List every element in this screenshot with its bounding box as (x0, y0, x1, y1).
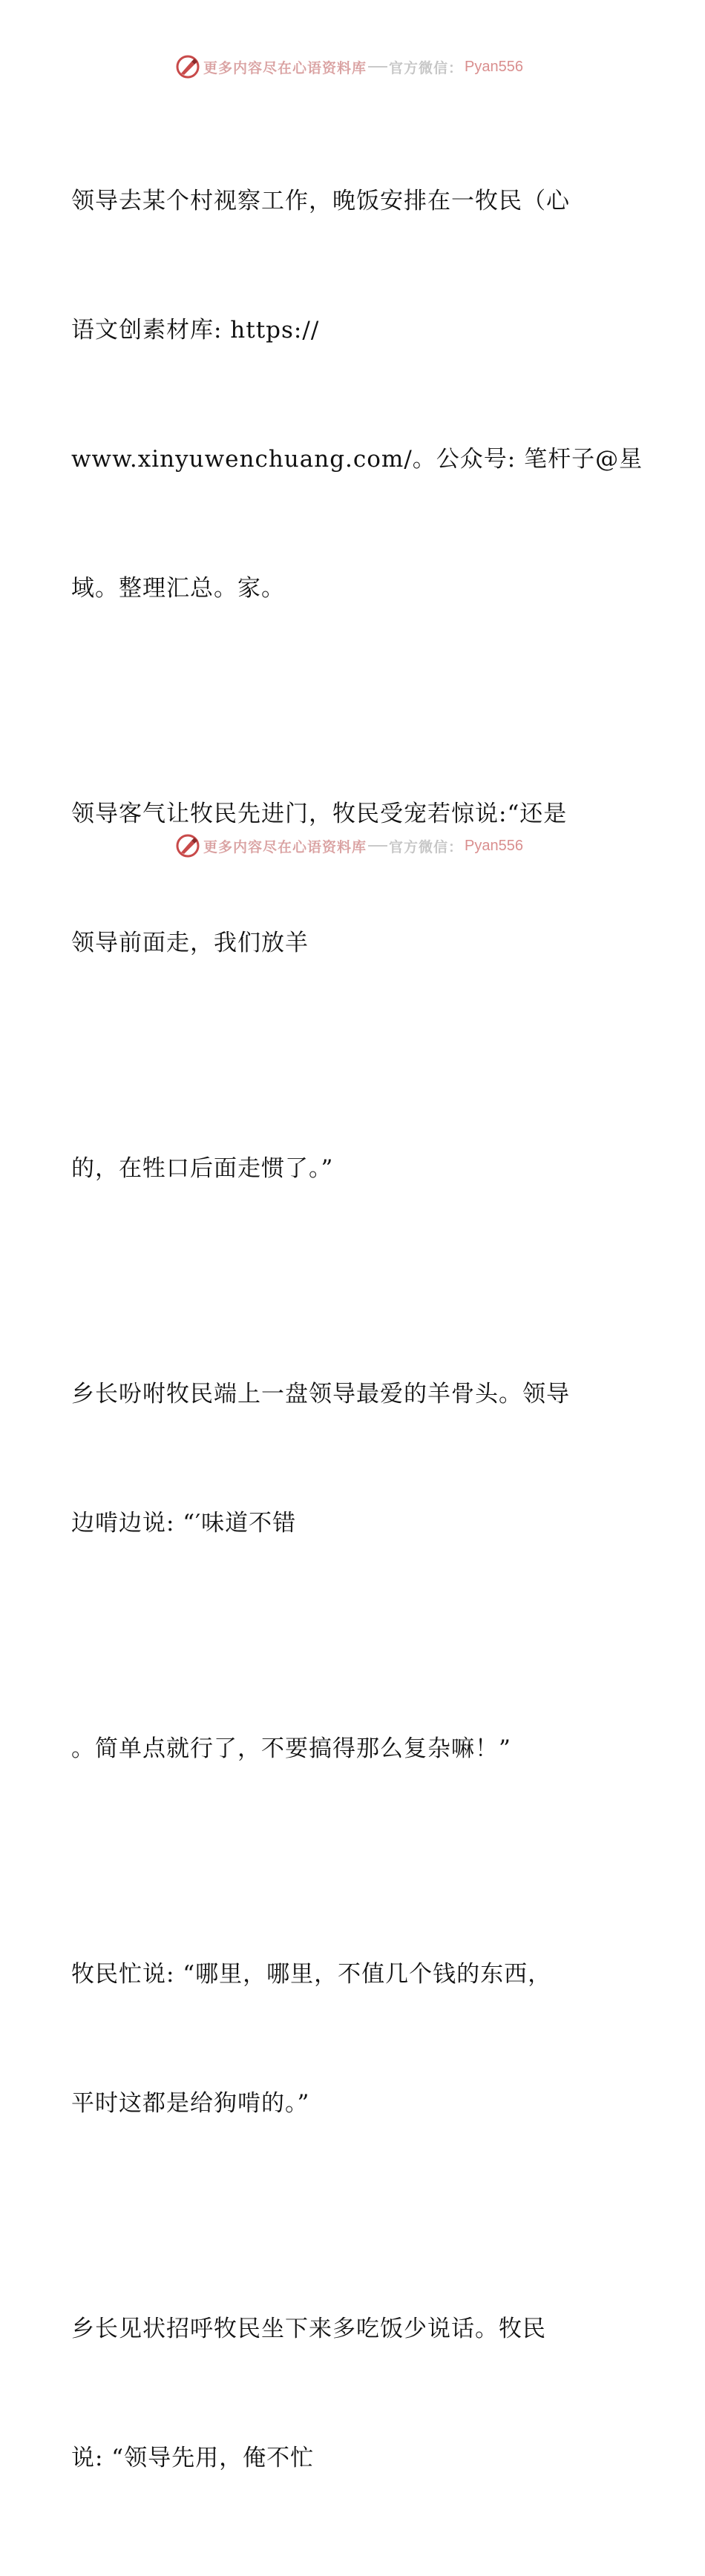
paragraph-7 (71, 2221, 635, 2566)
paragraph-line: 领导前面走，我们放羊 (71, 930, 309, 956)
paragraph-line: 平时这都是给狗啃的。” (71, 2090, 310, 2117)
paragraph-line: 边啃边说: “′味道不错 (71, 1510, 297, 1537)
paragraph-line: 乡长见状招呼牧民坐下来多吃饭少说话。牧民 (71, 2316, 546, 2342)
watermark-text: 更多内容尽在心语资料库 (203, 59, 367, 76)
paragraph-line: 牧民忙说: “哪里，哪里，不值几个钱的东西， (71, 1961, 552, 1988)
watermark-separator (368, 66, 387, 68)
watermark-text: 更多内容尽在心语资料库 (203, 838, 367, 855)
paragraph-line: 说: “领导先用，俺不忙 (71, 2445, 315, 2471)
paragraph-4 (71, 1287, 635, 1631)
pen-logo-icon (175, 54, 200, 79)
watermark-label: 官方微信： (389, 838, 464, 855)
watermark-label: 官方微信： (389, 59, 464, 76)
watermark-id: Pyan556 (465, 58, 523, 75)
header-watermark (175, 53, 523, 80)
paragraph-line: 乡长吩咐牧民端上一盘领导最爱的羊骨头。领导 (71, 1381, 570, 1407)
paragraph-6 (71, 1867, 635, 2211)
paragraph-line: www.xinyuwenchuang.com/。公众号: 笔杆子@星 (71, 446, 643, 473)
watermark-id: Pyan556 (465, 837, 523, 854)
pen-logo-icon (175, 833, 200, 858)
paragraph-line: 语文创素材库: https:// (71, 317, 320, 344)
footer-watermark (175, 832, 523, 859)
paragraph-line: 领导去某个村视察工作，晚饭安排在一牧民（心 (71, 188, 570, 214)
document-body (71, 93, 643, 2576)
paragraph-1 (71, 93, 643, 696)
watermark-separator (368, 845, 387, 847)
paragraph-line: 领导客气让牧民先进门，牧民受宠若惊说:“还是 (71, 801, 568, 827)
paragraph-2 (71, 706, 635, 1051)
paragraph-line: 。简单点就行了，不要搞得那么复杂嘛！” (71, 1735, 511, 1762)
paragraph-3 (71, 1061, 635, 1276)
paragraph-line: 的，在牲口后面走惯了。” (71, 1155, 334, 1182)
paragraph-line: 域。整理汇总。家。 (71, 575, 285, 602)
paragraph-5 (71, 1641, 635, 1856)
